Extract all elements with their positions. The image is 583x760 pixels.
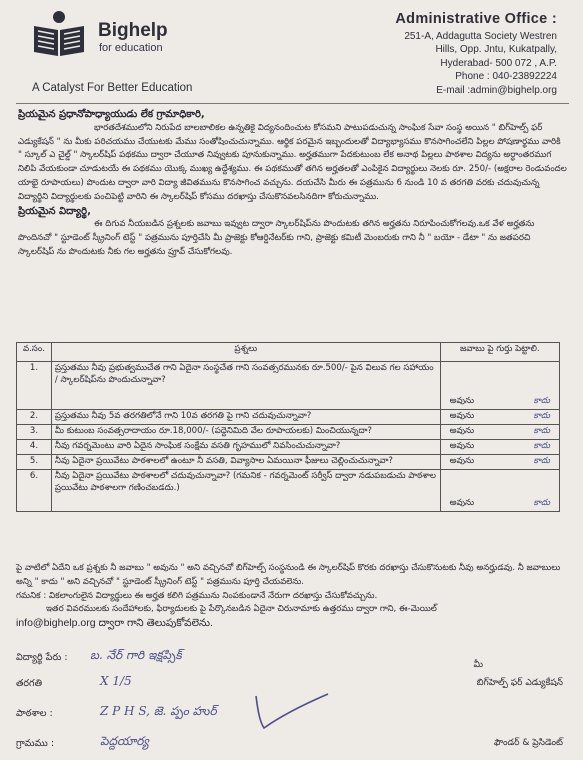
row-question: ప్రస్తుతము నీవు 5వ తరగతిలోనే గాని 10వ తరగతి పై గాని చదువుచున్నావా? bbox=[51, 410, 440, 425]
school-label: పాఠశాల : bbox=[16, 708, 53, 719]
brand-subtitle: for education bbox=[99, 42, 163, 54]
header-divider bbox=[16, 103, 569, 104]
office-address-block bbox=[347, 11, 557, 97]
table-row bbox=[17, 470, 560, 512]
letter-body bbox=[18, 108, 567, 260]
row-question: నీవు ఏదైనా ప్రయివేటు పాఠశాలలో ఉంటూ నీ వసతి, వివ్యాసాల ఏమయినా ఫీజులు చెల్లించుచున్నావా? bbox=[51, 455, 440, 470]
no-option-ticked[interactable]: కాదు bbox=[533, 456, 550, 466]
student-name-label: విద్యార్థి పేరు : bbox=[16, 652, 68, 663]
office-line: Hills, Opp. Jntu, Kukatpally, bbox=[435, 44, 557, 56]
row-answer[interactable] bbox=[440, 455, 559, 470]
office-line: 251-A, Addagutta Society Westren bbox=[404, 31, 557, 42]
salutation: ప్రియమైన ప్రధానోపాధ్యాయుడు లేక గ్రామాధికారి, bbox=[18, 109, 205, 120]
brand-name: Bighelp bbox=[98, 20, 168, 41]
row-answer[interactable] bbox=[440, 425, 559, 440]
row-number: 3. bbox=[17, 425, 52, 440]
row-number: 4. bbox=[17, 440, 52, 455]
sign-off-organization: బిగ్‌హెల్ప్ ఫర్ ఎడ్యుకేషన్ bbox=[476, 678, 563, 688]
col-serial-header: వ.సం. bbox=[17, 343, 52, 362]
contact-email[interactable]: info@bighelp.org ద్వారా గాని తెలుపుకోవలెను. bbox=[16, 617, 213, 630]
office-email: E-mail :admin@bighelp.org bbox=[436, 84, 557, 96]
tagline: A Catalyst For Better Education bbox=[32, 82, 193, 94]
row-question: నీవు ఏదైనా ప్రయివేటు పాఠశాలలో చదువుచున్నావా? (గమనిక - గవర్నమెంట్ సర్వీస్ ద్వారా నడుపబడుచు పాఠశాల ప్రయివేటు పాఠశాలగా గణించబడదు.) bbox=[51, 470, 440, 512]
contact-paragraph: ఇతర వివరములకు సందేహాలకు, ఫిర్యాదులకు పై పేర్కొనబడిన ఏదైనా చిరునామాకు ఉత్తరము ద్వారా గాని, ఈ-మెయిల్ bbox=[46, 604, 437, 615]
handwritten-signature-stroke bbox=[248, 688, 338, 736]
row-number: 1. bbox=[17, 362, 52, 410]
office-line: Hyderabad- 500 072 , A.P. bbox=[440, 57, 557, 69]
row-number: 2. bbox=[17, 410, 52, 425]
village-value[interactable]: పెద్దయార్య bbox=[100, 734, 149, 748]
eligibility-table bbox=[16, 342, 560, 512]
no-option-ticked[interactable]: కాదు bbox=[533, 498, 550, 508]
school-value[interactable]: Z P H S, జె. ప్పం హుర్ bbox=[100, 704, 217, 718]
office-title: Administrative Office : bbox=[395, 11, 557, 27]
table-row bbox=[17, 455, 560, 470]
village-label: గ్రామము : bbox=[16, 738, 55, 749]
col-answer-header: జవాబు పై గుర్తు పెట్టాలి. bbox=[440, 343, 559, 362]
intro-paragraph: భారతదేశములోని నిరుపేద బాలబాలికల ఉన్నతికై విద్యనందించుట కోసమని పాటుపడుచున్న సాంఘిక సేవా సంస్థ అయిన " బిగ్‌హెల్ప్ ఫర్ ఎడ్యుకేషన్ " ను మీకు పరిచయము చేయుటకు మేము సంతోషించుచున్నాము. ఆర్థిక పరమైన ఇబ్బందులతో విద్యాభ్యాసము కొనసాగించలేని పిల్లల పోషణార్థము వారికి " స్కూల్ ఎ చైల్డ్ " స్కాలర్‌షిప్ పథకము ద్వారా చేయూత నివ్వుటకు పూనుకున్నాము. అర్హతముగా పేదకుటుంబ లేక అనాథ పిల్లలు పాఠశాల విద్యను అర్ధాంతరముగ నిలిపి వేయకుండా చూడుటయే ఈ పథకము యొక్క ముఖ్య ఉద్దేశ్యము. ఈ పథకముతో తగిన అర్హతలతో ఎంపికైన విద్యార్థులు నెలకు రూ. 250/- (అక్షరాల రెండువందల యాభై రూపాయలు) పొందుట ద్వారా వారి విద్యా జీవితమును కొనసాగించ వచ్చును. దయచేసి మీరు ఈ పత్రమును 6 నుండి 10 వ తరగతి వరకు చదువుచున్న విద్యార్థిని విద్యార్థులకు పంచిపెట్టి వారిని ఈ స్కాలర్‌షిప్ కోసము దరఖాస్తు చేసుకొనవలసినదిగా కోరుచున్నాము. bbox=[18, 122, 567, 202]
yes-option[interactable]: అవును bbox=[449, 411, 475, 421]
yes-option[interactable]: అవును bbox=[449, 441, 475, 451]
row-number: 5. bbox=[17, 455, 52, 470]
student-salutation: ప్రియమైన విద్యార్థి, bbox=[18, 205, 91, 217]
table-header-row bbox=[17, 343, 560, 362]
sign-off-title: ఫౌండర్ & ప్రెసిడెంట్ bbox=[493, 738, 563, 748]
no-option-ticked[interactable]: కాదు bbox=[533, 411, 550, 421]
table-row bbox=[17, 440, 560, 455]
row-answer[interactable] bbox=[440, 362, 559, 410]
no-option-ticked[interactable]: కాదు bbox=[533, 426, 550, 436]
row-question: నీవు గవర్నమెంటు వారి ఏదైన సాంఘిక సంక్షేమ వసతి గృహములో నివసించుచున్నావా? bbox=[51, 440, 440, 455]
yes-option[interactable]: అవును bbox=[449, 456, 475, 466]
col-question-header: ప్రశ్నలు bbox=[51, 343, 440, 362]
result-paragraph: పై వాటిలో ఏదేని ఒక ప్రశ్నకు నీ జవాబు " అవును " అని వచ్చినచో బిగ్‌హెల్ప్ సంస్థనుండి ఈ స్కాలర్‌షిప్ కొరకు దరఖాస్తు చేసుకొనుటకు నీవు అనర్హుడవు. నీ జవాబులు అన్ని " కాదు " అని వచ్చినచో " స్టూడెంట్ స్క్రీనింగ్ టెస్ట్ " పత్రమును పూర్తి చేయవలెను. bbox=[16, 563, 561, 587]
yes-option[interactable]: అవును bbox=[449, 498, 475, 508]
sign-off-yours: మీ bbox=[473, 660, 483, 670]
no-option-ticked[interactable]: కాదు bbox=[533, 441, 550, 451]
note-paragraph: గమనిక : వికలాంగులైన విద్యార్థులు ఈ అర్హత కలిగి పత్రమును నింపకుండానే నేరుగా దరఖాస్తు చేసుకోవచ్చును. bbox=[16, 590, 378, 601]
row-answer[interactable] bbox=[440, 410, 559, 425]
yes-option[interactable]: అవును bbox=[449, 396, 475, 406]
row-answer[interactable] bbox=[440, 440, 559, 455]
instruction-paragraph: ఈ దిగువ నీయబడిన ప్రశ్నలకు జవాబు ఇవ్వుట ద్వారా స్కాలర్‌షిప్‌ను పొందుటకు తగిన అర్హతను నిరూపించుకోగలవు.ఒక వేళ అర్హతను పొందినచో " స్టూడెంట్ స్క్రీనింగ్ టెస్ట్ " పత్రమును పూర్తిచేసి మీ ప్రాజెక్టు కోఆర్డినేటర్‌కు గాని, ప్రాజెక్టు కమిటీ మెంబరుకు గాని నీ " బయో - డేటా " ను జతపరచి స్కాలర్‌షిప్ ను పొందుటకు నీకు గల అర్హతను ప్రూవ్ చేసుకోగలవు. bbox=[18, 219, 535, 257]
row-question: ప్రస్తుతము నీవు ప్రభుత్వముచేత గాని ఏదైనా సంస్థచేత గాని సంవత్సరమునకు రూ.500/- పైన విలువ గల సహాయం / స్కాలర్‌షిప్‌ను పొందుచున్నావా? bbox=[51, 362, 440, 410]
row-number: 6. bbox=[17, 470, 52, 512]
office-phone: Phone : 040-23892224 bbox=[455, 71, 557, 83]
yes-option[interactable]: అవును bbox=[449, 426, 475, 436]
table-row bbox=[17, 410, 560, 425]
bighelp-logo bbox=[30, 10, 88, 60]
class-label: తరగతి bbox=[16, 678, 42, 689]
student-name-value[interactable]: బ. నేర్ గారి ఇక్షప్సిక్ bbox=[90, 648, 182, 662]
table-row bbox=[17, 425, 560, 440]
no-option-ticked[interactable]: కాదు bbox=[533, 396, 550, 406]
row-question: మీ కుటుంబ సంవత్సరాదాయం రూ.18,000/- (పద్దెనిమిది వేల రూపాయలకు) మించియున్నదా? bbox=[51, 425, 440, 440]
post-table-text bbox=[16, 562, 569, 631]
class-value[interactable]: X 1/5 bbox=[100, 674, 132, 688]
row-answer[interactable] bbox=[440, 470, 559, 512]
table-row bbox=[17, 362, 560, 410]
